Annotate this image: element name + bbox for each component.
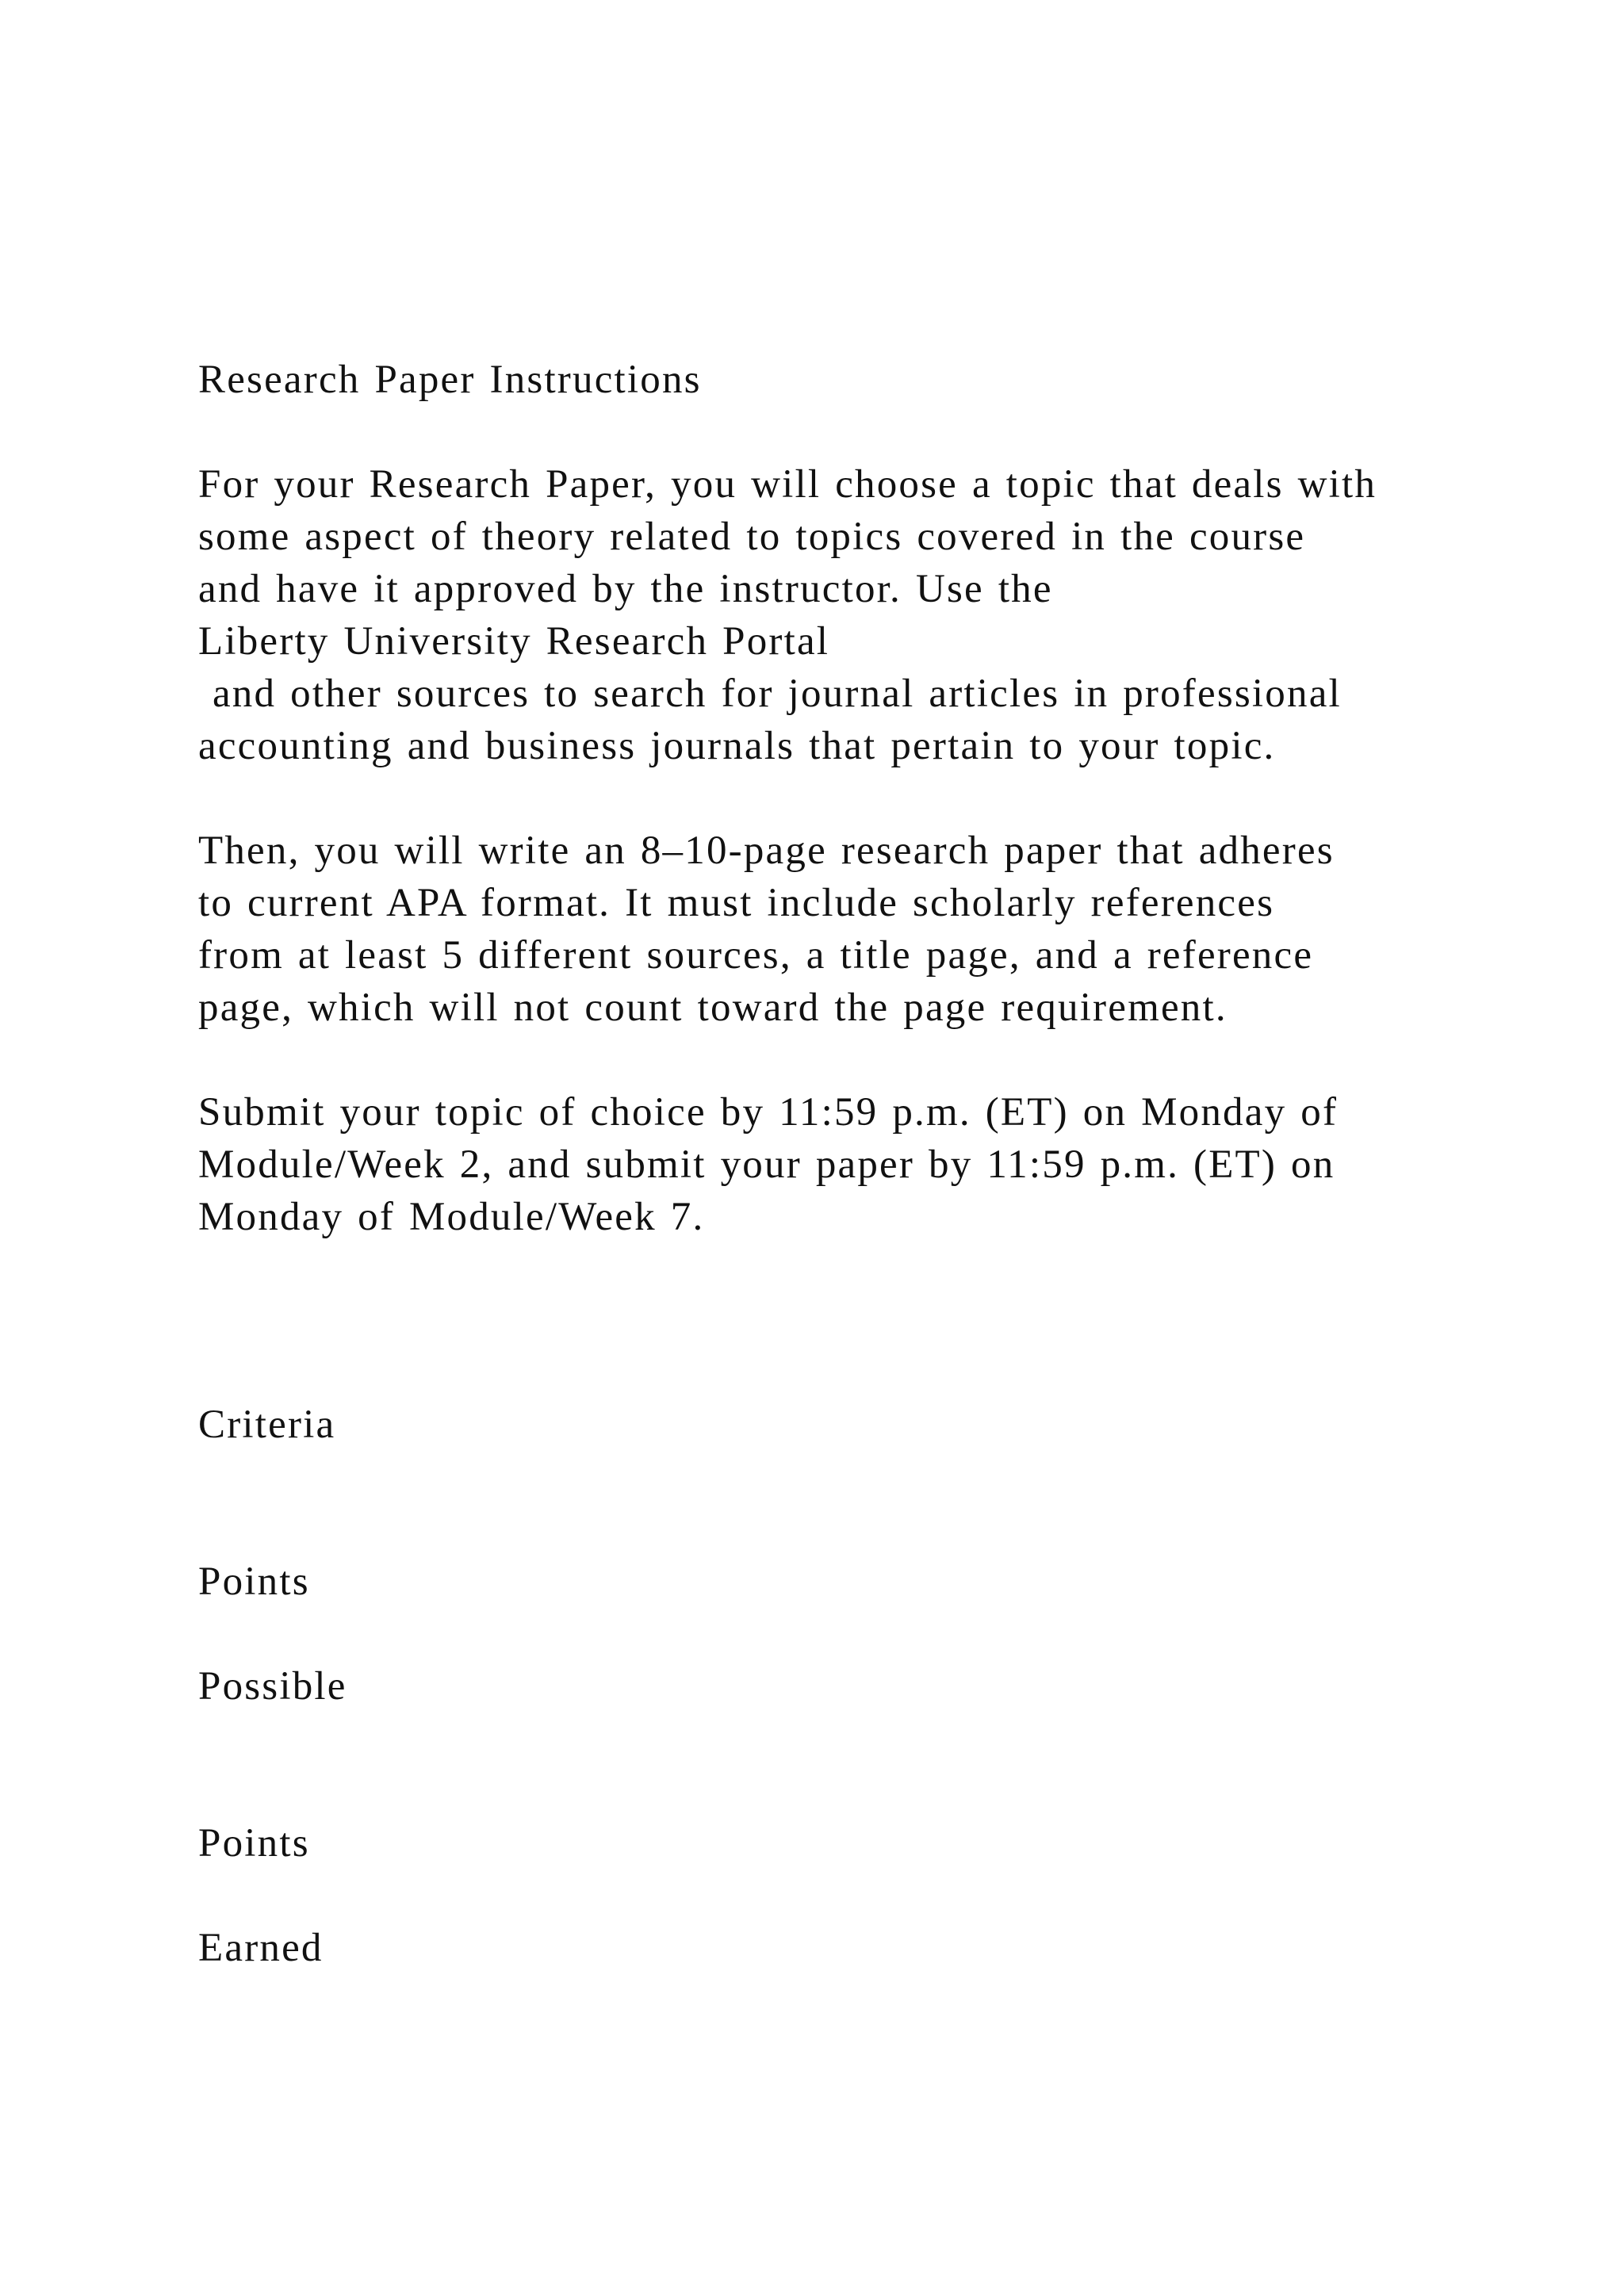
paragraph-3-line: Submit your topic of choice by 11:59 p.m. (ET) on Monday of <box>198 1090 1339 1135</box>
points-earned-label: Points <box>198 1821 310 1866</box>
points-earned-label: Earned <box>198 1926 324 1970</box>
document-title: Research Paper Instructions <box>198 358 702 402</box>
points-possible-label: Possible <box>198 1664 347 1709</box>
paragraph-2-line: Then, you will write an 8–10-page research paper that adheres <box>198 828 1335 873</box>
paragraph-1-line: some aspect of theory related to topics covered in the course <box>198 515 1306 559</box>
paragraph-3-line: Module/Week 2, and submit your paper by 11:59 p.m. (ET) on <box>198 1142 1335 1187</box>
paragraph-1-line: accounting and business journals that pertain to your topic. <box>198 724 1276 768</box>
points-possible-label: Points <box>198 1559 310 1604</box>
criteria-heading: Criteria <box>198 1402 336 1447</box>
research-portal-text: Liberty University Research Portal <box>198 619 830 664</box>
paragraph-2-line: page, which will not count toward the page requirement. <box>198 985 1228 1030</box>
paragraph-2-line: to current APA format. It must include scholarly references <box>198 881 1275 925</box>
paragraph-2-line: from at least 5 different sources, a title page, and a reference <box>198 933 1314 978</box>
paragraph-3-line: Monday of Module/Week 7. <box>198 1195 705 1239</box>
paragraph-1-line: and other sources to search for journal articles in professional <box>198 672 1342 716</box>
paragraph-1-line: For your Research Paper, you will choose a topic that deals with <box>198 462 1377 507</box>
paragraph-1-line: and have it approved by the instructor. Use the <box>198 567 1053 611</box>
